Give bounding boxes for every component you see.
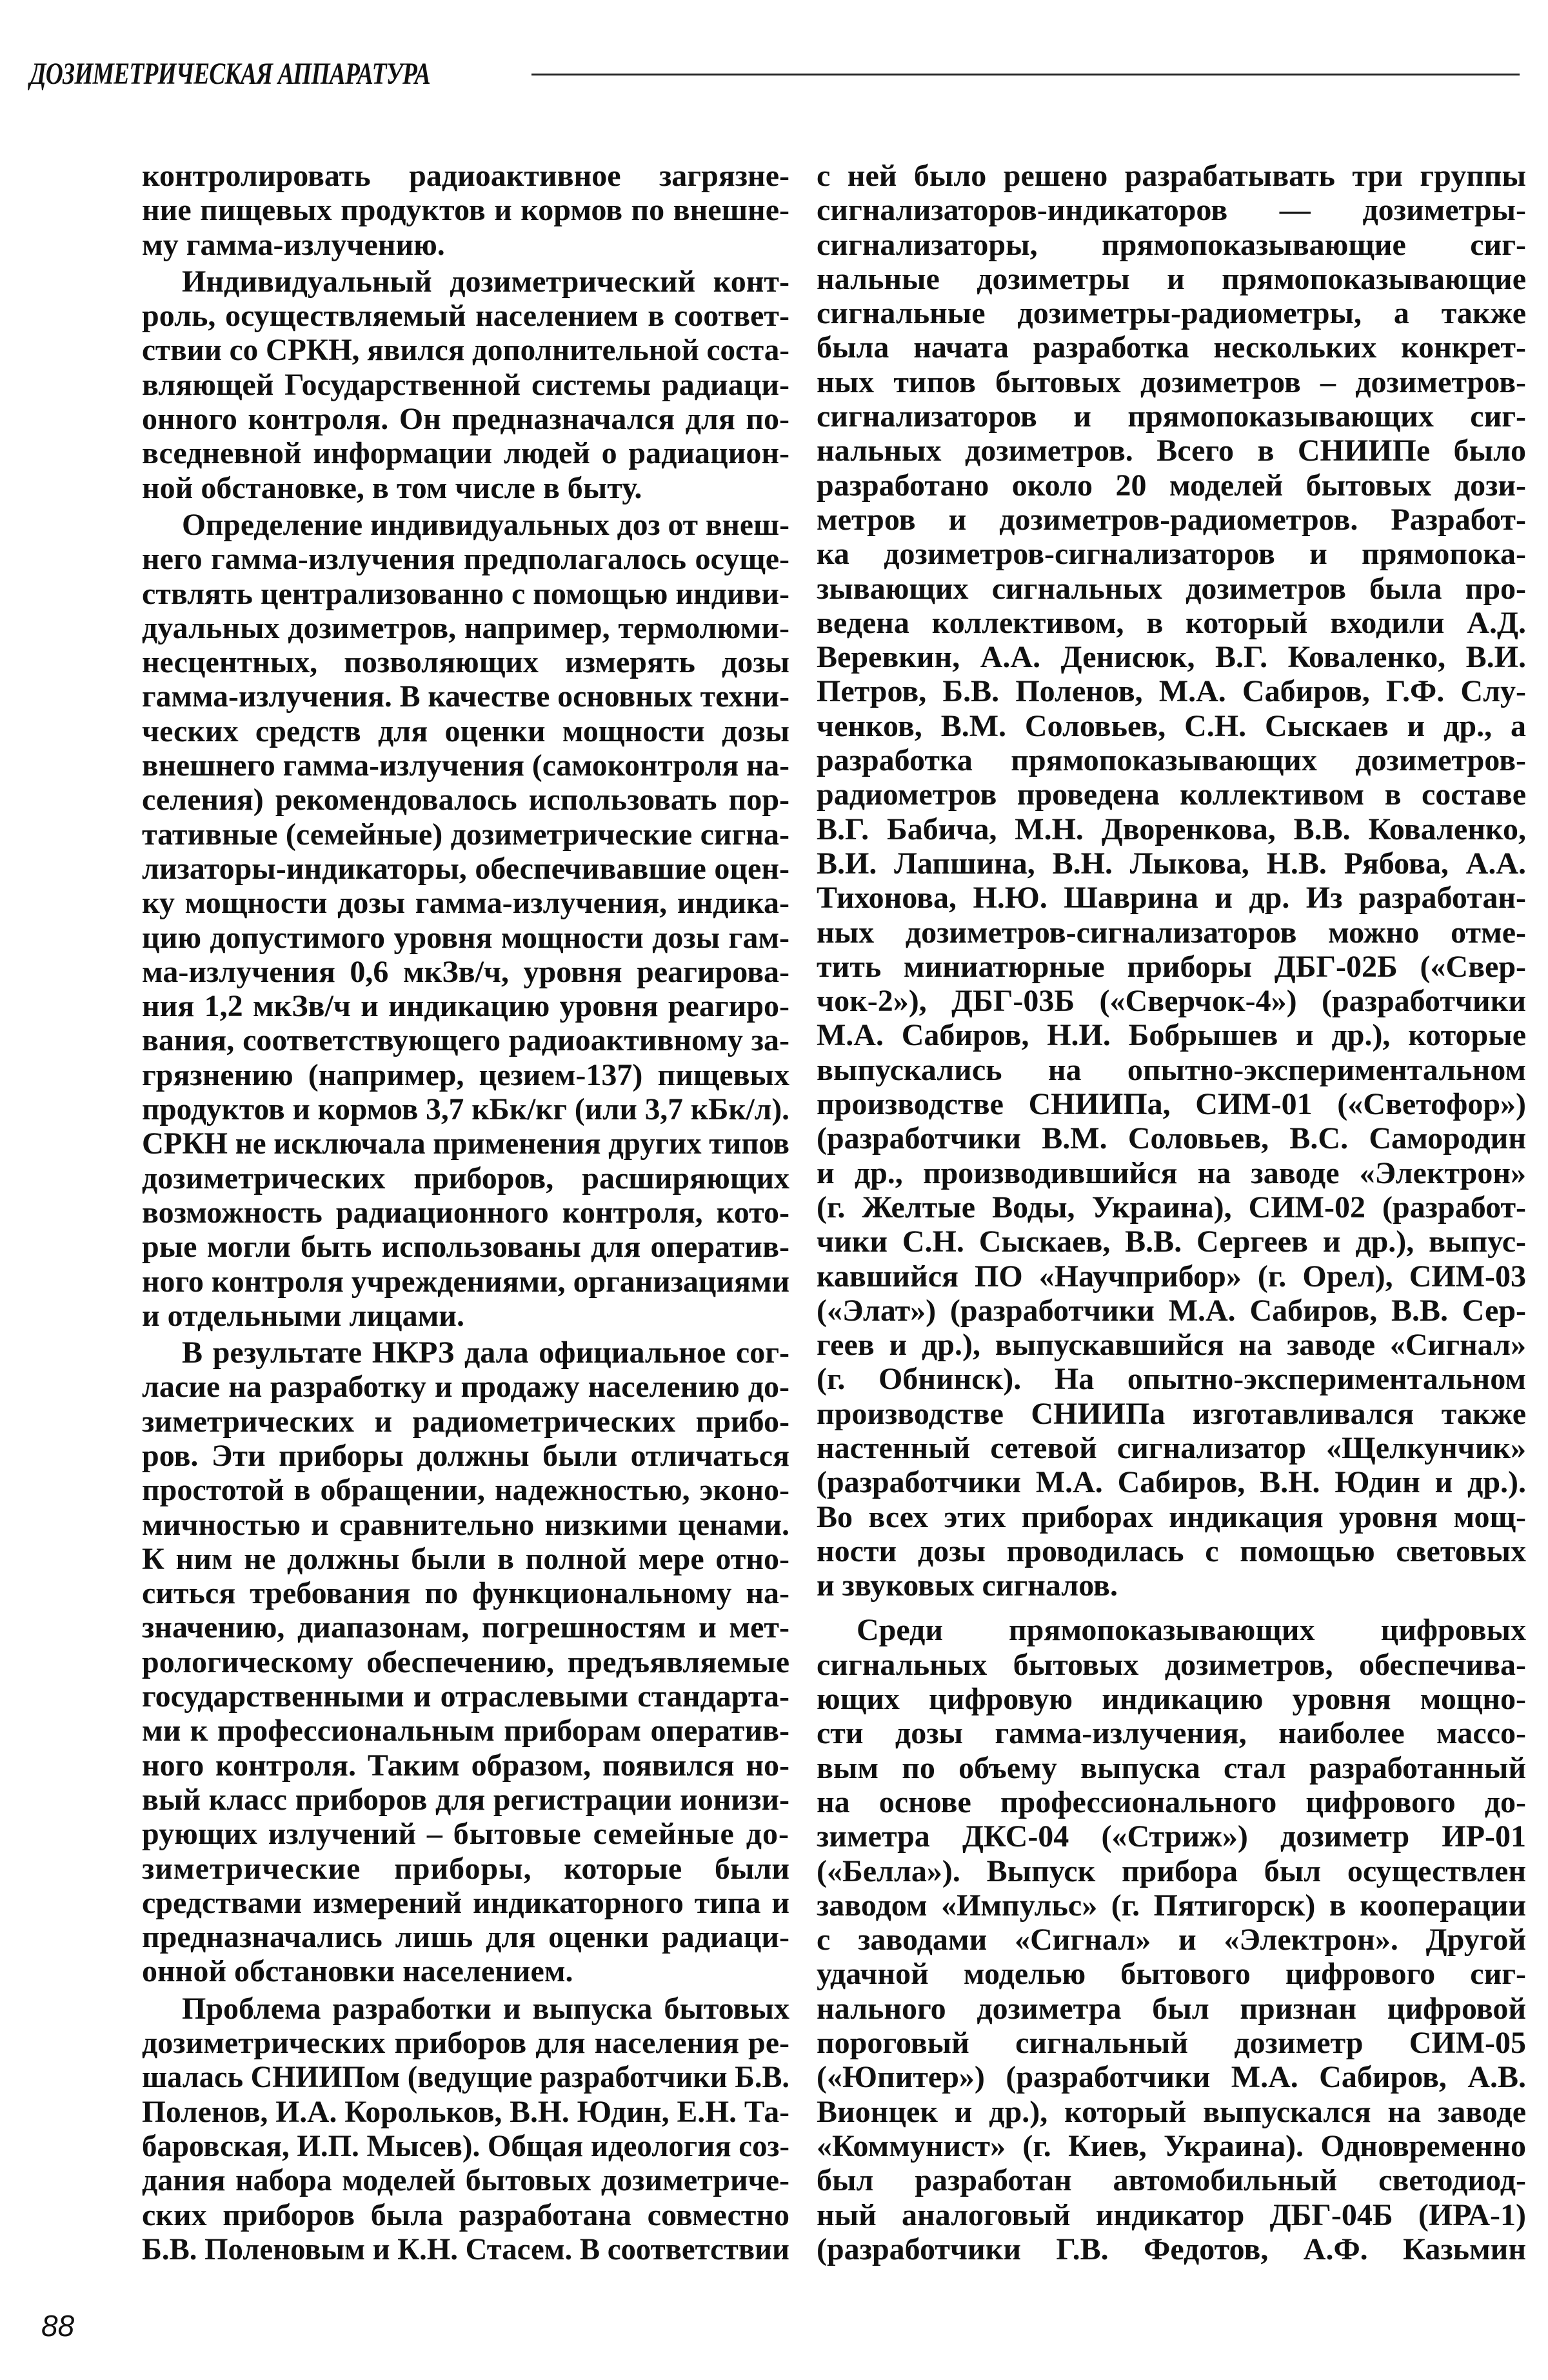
line-text: ситься требования по функциональному на-: [142, 1576, 789, 1611]
text-line: [817, 330, 1526, 365]
line-text: ние пищевых продуктов и кормов по внешне-: [142, 193, 789, 228]
line-text: В.И. Лапшина, В.Н. Лыкова, Н.В. Рябова, А.А.: [817, 846, 1526, 881]
line-text: государственными и отраслевыми стандарта-: [142, 1679, 789, 1714]
text-line: [142, 333, 789, 367]
line-text: селения) рекомендовалось использовать пор-: [142, 783, 789, 817]
line-text: баровская, И.П. Мысев). Общая идеология соз-: [142, 2128, 789, 2163]
line-text: была начата разработка нескольких конкрет-: [817, 330, 1526, 365]
text-line: [817, 1259, 1526, 1294]
text-line: [142, 471, 789, 505]
text-line: [817, 2026, 1526, 2060]
text-line: [142, 2232, 789, 2266]
text-line: [142, 2060, 789, 2094]
paragraph: [142, 1992, 789, 2266]
text-line: [817, 1613, 1526, 1647]
line-text: несцентных, позволяющих измерять дозы: [142, 645, 789, 680]
text-line: [817, 262, 1526, 296]
text-line: [817, 950, 1526, 984]
line-text: ный аналоговый индикатор ДБГ-04Б (ИРА-1): [817, 2197, 1526, 2232]
line-text: ных дозиметров-сигнализаторов можно отме-: [817, 915, 1526, 950]
page-number: 88: [41, 2309, 75, 2343]
line-text: вым по объему выпуска стал разработанный: [817, 1750, 1526, 1785]
text-line: [142, 228, 789, 262]
line-text: разработка прямопоказывающих дозиметров-: [817, 743, 1526, 778]
line-text: значению, диапазонам, погрешностям и мет-: [142, 1610, 789, 1645]
running-header: [30, 54, 1520, 93]
line-text: тить миниатюрные приборы ДБГ-02Б («Свер-: [817, 949, 1526, 984]
paragraph: [817, 1613, 1526, 2266]
line-text: ских приборов была разработана совместно: [142, 2197, 789, 2232]
line-text: настенный сетевой сигнализатор «Щелкунчик»: [817, 1430, 1526, 1465]
line-text: метров и дозиметров-радиометров. Разработ-: [817, 502, 1526, 537]
line-text: ченков, В.М. Соловьев, С.Н. Сыскаев и др., а: [817, 708, 1526, 743]
line-text: ного контроля. Таким образом, появился но-: [142, 1748, 789, 1783]
text-line: [817, 1888, 1526, 1923]
text-line: [817, 1568, 1526, 1603]
line-text: возможность радиационного контроля, кото-: [142, 1195, 789, 1230]
line-text: ния 1,2 мкЗв/ч и индикацию уровня реагиро-: [142, 989, 789, 1024]
line-text: мичностью и сравнительно низкими ценами.: [142, 1507, 789, 1542]
text-line: [142, 1230, 789, 1264]
text-line: [817, 1819, 1526, 1854]
line-text: был разработан автомобильный светодиод-: [817, 2163, 1526, 2198]
paragraph: [142, 508, 789, 1333]
text-line: [142, 1920, 789, 1954]
line-text: дозиметрических приборов для населения ре-: [142, 2026, 789, 2061]
line-text: гамма-излучения. В качестве основных техни-: [142, 679, 789, 714]
line-text: ствии со СРКН, явился дополнительной соста-: [142, 333, 789, 368]
line-text: ми к профессиональным приборам оператив-: [142, 1714, 789, 1748]
text-line: [142, 193, 789, 227]
line-text: зиметра ДКС-04 («Стриж») дозиметр ИР-01: [817, 1819, 1526, 1854]
text-line: [817, 1190, 1526, 1225]
line-text: (разработчики Г.В. Федотов, А.Ф. Казьмин: [817, 2232, 1526, 2266]
text-line: [817, 159, 1526, 193]
text-line: [142, 1748, 789, 1783]
text-line: [142, 1058, 789, 1092]
text-line: [817, 2163, 1526, 2197]
line-text: средствами измерений индикаторного типа и: [142, 1885, 789, 1920]
line-text: [142, 1852, 789, 1886]
line-text: чики С.Н. Сыскаев, В.В. Сергеев и др.), выпус-: [817, 1225, 1526, 1259]
line-text: ров. Эти приборы должны были отличаться: [142, 1438, 789, 1473]
paragraph: [817, 159, 1526, 1603]
text-line: [142, 1126, 789, 1161]
line-text: сигнализаторов и прямопоказывающих сиг-: [817, 399, 1526, 434]
line-segment: рующих излучений –: [142, 1817, 453, 1852]
text-line: [142, 2163, 789, 2197]
line-text: («Юпитер») (разработчики М.А. Сабиров, А.В.: [817, 2060, 1526, 2095]
text-line: [817, 1751, 1526, 1785]
line-text: му гамма-излучению.: [142, 227, 445, 262]
line-text: кавшийся ПО «Научприбор» (г. Орел), СИМ-03: [817, 1259, 1526, 1294]
line-text: лизаторы-индикаторы, обеспечивавшие оцен-: [142, 851, 789, 886]
text-line: [142, 679, 789, 714]
text-line: [142, 1299, 789, 1333]
text-line: [817, 1992, 1526, 2026]
text-line: [142, 1886, 789, 1920]
line-text: Вионцек и др.), который выпускался на заводе: [817, 2094, 1526, 2129]
text-line: [817, 1648, 1526, 1682]
line-text: ной обстановке, в том числе в быту.: [142, 470, 642, 505]
text-line: [142, 748, 789, 783]
line-text: производстве СНИИПа изготавливался также: [817, 1396, 1526, 1431]
text-line: [817, 777, 1526, 812]
text-line: [142, 1508, 789, 1542]
line-text: и звуковых сигналов.: [817, 1568, 1118, 1603]
line-text: с заводами «Сигнал» и «Электрон». Другой: [817, 1923, 1526, 1957]
line-text: ма-излучения 0,6 мкЗв/ч, уровня реагирова-: [142, 954, 789, 989]
text-line: [817, 1121, 1526, 1155]
text-line: [817, 1087, 1526, 1121]
text-line: [142, 2026, 789, 2060]
text-line: [142, 1610, 789, 1645]
text-line: [142, 1023, 789, 1057]
line-text: заводом «Импульс» (г. Пятигорск) в кооперации: [817, 1888, 1526, 1923]
text-line: [817, 2198, 1526, 2232]
line-text: ческих средств для оценки мощности дозы: [142, 714, 789, 748]
text-line: [142, 1679, 789, 1714]
line-text: (г. Обнинск). На опытно-экспериментальном: [817, 1362, 1526, 1397]
text-line: [817, 2232, 1526, 2266]
line-text: онной обстановки населением.: [142, 1954, 573, 1989]
text-line: [817, 1682, 1526, 1716]
header-rule: [531, 74, 1520, 75]
text-line: [817, 365, 1526, 399]
text-line: [817, 1397, 1526, 1431]
line-text: удачной моделью бытового цифрового сиг-: [817, 1957, 1526, 1992]
text-line: [817, 2060, 1526, 2094]
text-line: [817, 812, 1526, 846]
text-line: [817, 228, 1526, 262]
text-line: [817, 674, 1526, 708]
text-line: [142, 645, 789, 679]
text-line: [142, 1265, 789, 1299]
text-line: [817, 743, 1526, 777]
text-line: [142, 1817, 789, 1851]
text-line: [817, 640, 1526, 674]
line-text: Проблема разработки и выпуска бытовых: [182, 1991, 789, 2026]
text-line: [142, 1992, 789, 2026]
line-text: роль, осуществляемый населением в соответ-: [142, 299, 789, 334]
text-line: [817, 1362, 1526, 1396]
line-text: сигнализаторов-индикаторов — дозиметры-: [817, 193, 1526, 228]
text-line: [817, 2095, 1526, 2129]
text-line: [142, 1576, 789, 1610]
line-text: К ним не должны были в полной мере отно-: [142, 1541, 789, 1576]
line-text: производстве СНИИПа, СИМ-01 («Светофор»): [817, 1087, 1526, 1122]
text-line: [817, 1534, 1526, 1568]
text-line: [817, 709, 1526, 743]
text-line: [142, 1195, 789, 1230]
line-text: сигнальных бытовых дозиметров, обеспечива-: [817, 1647, 1526, 1682]
text-line: [817, 1854, 1526, 1888]
line-text: «Коммунист» (г. Киев, Украина). Одновременно: [817, 2128, 1526, 2163]
text-line: [142, 368, 789, 402]
text-line: [142, 265, 789, 299]
line-text: Определение индивидуальных доз от внеш-: [182, 507, 789, 542]
text-line: [142, 1783, 789, 1817]
line-text: В.Г. Бабича, М.Н. Дворенкова, В.В. Коваленко,: [817, 812, 1526, 846]
text-column-right: [817, 159, 1526, 2266]
line-text: вляющей Государственной системы радиаци-: [142, 367, 789, 402]
text-line: [817, 296, 1526, 330]
text-line: [142, 1161, 789, 1195]
line-text: шалась СНИИПом (ведущие разработчики Б.В.: [142, 2060, 789, 2095]
line-text: чок-2»), ДБГ-03Б («Сверчок-4») (разработчики: [817, 984, 1526, 1019]
text-line: [142, 402, 789, 436]
text-line: [142, 989, 789, 1023]
line-segment: , которые были: [523, 1851, 789, 1886]
text-line: [817, 572, 1526, 606]
line-text: предназначались лишь для оценки радиаци-: [142, 1920, 789, 1955]
line-text: сигнальные дозиметры-радиометры, а также: [817, 296, 1526, 331]
line-text: ности дозы проводилась с помощью световых: [817, 1534, 1526, 1568]
line-text: вания, соответствующего радиоактивному за-: [142, 1023, 789, 1058]
text-line: [142, 2198, 789, 2232]
line-text: внешнего гамма-излучения (самоконтроля на-: [142, 748, 789, 783]
line-text: контролировать радиоактивное загрязне-: [142, 159, 789, 193]
text-line: [817, 1716, 1526, 1750]
text-line: [142, 299, 789, 333]
text-line: [142, 1542, 789, 1576]
text-line: [817, 1957, 1526, 1991]
text-line: [142, 886, 789, 920]
text-line: [817, 915, 1526, 950]
text-line: [142, 955, 789, 989]
line-text: сигнализаторы, прямопоказывающие сиг-: [817, 227, 1526, 262]
text-line: [817, 1785, 1526, 1819]
line-text: (разработчики В.М. Соловьев, В.С. Самородин: [817, 1121, 1526, 1156]
text-line: [817, 193, 1526, 227]
bold-term: бытовые семейные до-: [453, 1817, 789, 1852]
text-line: [142, 1092, 789, 1126]
line-text: Индивидуальный дозиметрический конт-: [182, 264, 789, 299]
text-line: [142, 542, 789, 576]
line-text: и др., производившийся на заводе «Электрон»: [817, 1155, 1526, 1190]
text-line: [817, 1465, 1526, 1499]
line-text: разработано около 20 моделей бытовых дози-: [817, 468, 1526, 503]
line-text: пороговый сигнальный дозиметр СИМ-05: [817, 2026, 1526, 2061]
text-line: [817, 1431, 1526, 1465]
text-line: [817, 1294, 1526, 1328]
text-line: [142, 921, 789, 955]
paragraph: [142, 1335, 789, 1989]
line-text: зиметрических и радиометрических прибо-: [142, 1404, 789, 1439]
line-text: [142, 1817, 789, 1851]
text-line: [142, 1439, 789, 1473]
text-line: [817, 846, 1526, 881]
line-text: рые могли быть использованы для оператив-: [142, 1230, 789, 1265]
text-line: [142, 436, 789, 470]
text-line: [142, 1335, 789, 1370]
line-text: грязнению (например, цезием-137) пищевых: [142, 1057, 789, 1092]
line-text: Среди прямопоказывающих цифровых: [857, 1613, 1526, 1648]
text-line: [817, 1923, 1526, 1957]
line-text: ведена коллективом, в который входили А.Д.: [817, 605, 1526, 640]
text-line: [817, 1225, 1526, 1259]
text-line: [817, 1156, 1526, 1190]
line-text: дозиметрических приборов, расширяющих: [142, 1161, 789, 1195]
line-text: ствлять централизованно с помощью индиви-: [142, 576, 789, 611]
text-line: [142, 1852, 789, 1886]
line-text: («Белла»). Выпуск прибора был осуществлен: [817, 1854, 1526, 1888]
line-text: и отдельными лицами.: [142, 1298, 464, 1333]
text-line: [817, 399, 1526, 434]
line-text: тативные (семейные) дозиметрические сигна-: [142, 817, 789, 852]
line-text: ку мощности дозы гамма-излучения, индика-: [142, 886, 789, 921]
text-line: [142, 714, 789, 748]
text-line: [817, 881, 1526, 915]
line-text: дуальных дозиметров, например, термолюми-: [142, 610, 789, 645]
line-text: с ней было решено разрабатывать три группы: [817, 159, 1526, 193]
text-line: [142, 852, 789, 886]
text-line: [142, 577, 789, 611]
line-text: СРКН не исключала применения других типов: [142, 1126, 789, 1161]
line-text: продуктов и кормов 3,7 кБк/кг (или 3,7 кБк/л).: [142, 1092, 789, 1127]
line-text: ка дозиметров-сигнализаторов и прямопока-: [817, 537, 1526, 572]
text-column-left: [142, 159, 789, 2266]
bold-term: зиметрические приборы: [142, 1851, 524, 1886]
text-line: [817, 2129, 1526, 2163]
line-text: (разработчики М.А. Сабиров, В.Н. Юдин и др.).: [817, 1465, 1526, 1500]
line-text: на основе профессионального цифрового до-: [817, 1785, 1526, 1819]
text-line: [817, 503, 1526, 537]
text-line: [142, 1645, 789, 1679]
line-text: дания набора моделей бытовых дозиметриче-: [142, 2163, 789, 2198]
line-text: (г. Желтые Воды, Украина), СИМ-02 (разработ-: [817, 1190, 1526, 1225]
line-text: рологическому обеспечению, предъявляемые: [142, 1645, 789, 1679]
text-line: [142, 783, 789, 817]
section-title: ДОЗИМЕТРИЧЕСКАЯ АППАРАТУРА: [30, 56, 430, 91]
line-text: цию допустимого уровня мощности дозы гам-: [142, 920, 789, 955]
line-text: простотой в обращении, надежностью, эконо-: [142, 1473, 789, 1508]
line-text: нальных дозиметров. Всего в СНИИПе было: [817, 434, 1526, 468]
text-line: [142, 1954, 789, 1988]
line-text: ного контроля учреждениями, организациями: [142, 1264, 789, 1299]
line-text: Б.В. Поленовым и К.Н. Стасем. В соответствии: [142, 2232, 789, 2266]
line-text: Тихонова, Н.Ю. Шаврина и др. Из разработан-: [817, 881, 1526, 915]
line-text: онного контроля. Он предназначался для по-: [142, 402, 789, 437]
line-text: нального дозиметра был признан цифровой: [817, 1991, 1526, 2026]
text-line: [142, 1405, 789, 1439]
line-text: ющих цифровую индикацию уровня мощно-: [817, 1682, 1526, 1717]
text-line: [817, 537, 1526, 571]
line-text: М.А. Сабиров, Н.И. Бобрышев и др.), которые: [817, 1018, 1526, 1053]
paragraph: [142, 159, 789, 262]
line-text: В результате НКРЗ дала официальное сог-: [182, 1335, 789, 1370]
text-line: [142, 1370, 789, 1404]
text-line: [817, 984, 1526, 1018]
text-line: [817, 434, 1526, 468]
line-text: Петров, Б.В. Поленов, М.А. Сабиров, Г.Ф. Слу-: [817, 674, 1526, 709]
text-line: [142, 1714, 789, 1748]
text-line: [142, 817, 789, 852]
line-text: вый класс приборов для регистрации ионизи-: [142, 1782, 789, 1817]
line-text: сти дозы гамма-излучения, наиболее массо-: [817, 1716, 1526, 1751]
paragraph: [142, 265, 789, 505]
line-text: ных типов бытовых дозиметров – дозиметров-: [817, 365, 1526, 399]
text-line: [142, 159, 789, 193]
line-text: ласие на разработку и продажу населению до-: [142, 1370, 789, 1405]
text-line: [817, 606, 1526, 640]
text-line: [142, 1473, 789, 1507]
line-text: Веревкин, А.А. Денисюк, В.Г. Коваленко, В.И.: [817, 640, 1526, 675]
text-line: [142, 2095, 789, 2129]
text-line: [142, 508, 789, 542]
line-text: Во всех этих приборах индикация уровня мощ-: [817, 1499, 1526, 1534]
line-text: («Элат») (разработчики М.А. Сабиров, В.В. Сер-: [817, 1293, 1526, 1328]
text-line: [817, 468, 1526, 503]
line-text: зывающих сигнальных дозиметров была про-: [817, 571, 1526, 606]
line-text: выпускались на опытно-экспериментальном: [817, 1052, 1526, 1087]
line-text: вседневной информации людей о радиацион-: [142, 436, 789, 471]
text-line: [817, 1053, 1526, 1087]
line-text: него гамма-излучения предполагалось осуще-: [142, 542, 789, 577]
line-text: геев и др.), выпускавшийся на заводе «Сигнал»: [817, 1328, 1526, 1363]
text-line: [817, 1018, 1526, 1052]
text-line: [817, 1328, 1526, 1362]
line-text: Поленов, И.А. Корольков, В.Н. Юдин, Е.Н. Та-: [142, 2094, 789, 2129]
text-line: [142, 2129, 789, 2163]
text-line: [817, 1500, 1526, 1534]
text-line: [142, 611, 789, 645]
line-text: радиометров проведена коллективом в составе: [817, 777, 1526, 812]
line-text: нальные дозиметры и прямопоказывающие: [817, 261, 1526, 296]
